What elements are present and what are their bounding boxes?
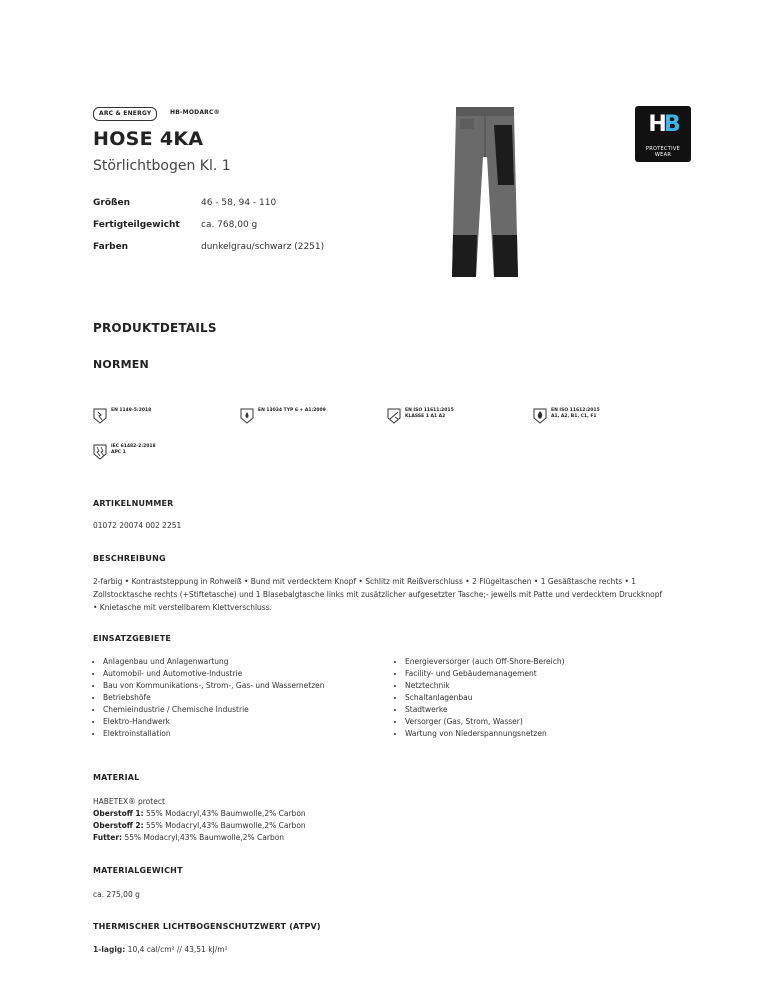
einsatzgebiete-list-right bbox=[395, 656, 675, 740]
norm-item: EN ISO 11612:2015 A1, A2, B1, C1, F1 bbox=[533, 408, 600, 424]
chemical-icon bbox=[240, 408, 254, 424]
product-title: HOSE 4KA bbox=[93, 128, 204, 150]
spec-value: 46 - 58, 94 - 110 bbox=[201, 198, 277, 208]
spec-label: Fertigteilgewicht bbox=[93, 220, 180, 230]
einsatzgebiete-list-left bbox=[93, 656, 343, 740]
list-item: • Betriebshöfe bbox=[103, 692, 343, 704]
section-heading-atpv: THERMISCHER LICHTBOGENSCHUTZWERT (ATPV) bbox=[93, 922, 321, 931]
list-item: • Energieversorger (auch Off-Shore-Bereich) bbox=[405, 656, 675, 668]
spec-label: Größen bbox=[93, 198, 130, 208]
list-item: • Facility- und Gebäudemanagement bbox=[405, 668, 675, 680]
spec-row-sizes bbox=[93, 198, 324, 220]
spec-row-colors bbox=[93, 242, 324, 264]
list-item: • Stadtwerke bbox=[405, 704, 675, 716]
section-heading-normen: NORMEN bbox=[93, 358, 149, 371]
list-item: • Versorger (Gas, Strom, Wasser) bbox=[405, 716, 675, 728]
norm-item: EN 1149-5:2018 bbox=[93, 408, 151, 424]
product-code-tag: HB-MODARC® bbox=[170, 109, 220, 116]
spec-table bbox=[93, 198, 324, 264]
material-block bbox=[93, 796, 306, 844]
norm-item: EN ISO 11611:2015 KLASSE 1 A1 A2 bbox=[387, 408, 454, 424]
section-heading-artikelnummer: ARTIKELNUMMER bbox=[93, 499, 174, 508]
spec-label: Farben bbox=[93, 242, 129, 252]
spec-value: ca. 768,00 g bbox=[201, 220, 258, 230]
norm-item: EN 13034 TYP 6 + A1:2009 bbox=[240, 408, 326, 424]
flame-icon bbox=[533, 408, 547, 424]
product-image-pants bbox=[450, 105, 520, 282]
list-item: • Automobil- und Automotive-Industrie bbox=[103, 668, 343, 680]
section-heading-material: MATERIAL bbox=[93, 773, 140, 782]
material-row: Oberstoff 2: 55% Modacryl,43% Baumwolle,2% Carbon bbox=[93, 821, 306, 830]
antistatic-icon bbox=[93, 408, 107, 424]
list-item: • Elektroinstallation bbox=[103, 728, 343, 740]
description-text: 2-farbig • Kontraststeppung in Rohweiß • Bund mit verdecktem Knopf • Schlitz mit Reißverschluss • 2 Flügeltaschen • 1 Gesäßtasche rechts • 1 Zollstocktasche rechts (+Stiftetasche) und 1 Blasebalgtasche links mit zusätzlicher aufgesetzter Tasche;- jeweils mit Patte und verdecktem Druckknopf • Knietasche mit verstellbarem Klettverschluss. bbox=[93, 577, 663, 612]
section-heading-einsatzgebiete: EINSATZGEBIETE bbox=[93, 634, 172, 643]
section-heading-beschreibung: BESCHREIBUNG bbox=[93, 554, 166, 563]
material-row: Futter: 55% Modacryl,43% Baumwolle,2% Carbon bbox=[93, 833, 285, 842]
norm-item: IEC 61482-2:2018 APC 1 bbox=[93, 444, 156, 460]
product-subtitle: Störlichtbogen Kl. 1 bbox=[93, 158, 231, 174]
list-item: • Elektro-Handwerk bbox=[103, 716, 343, 728]
atpv-value: 1-lagig: 10,4 cal/cm² // 43,51 kJ/m² bbox=[93, 945, 228, 954]
list-item: • Wartung von Niederspannungsnetzen bbox=[405, 728, 675, 740]
list-item: • Netztechnik bbox=[405, 680, 675, 692]
list-item: • Bau von Kommunikations-, Strom-, Gas- und Wassernetzen bbox=[103, 680, 343, 692]
category-tag: ARC & ENERGY bbox=[93, 107, 157, 121]
spec-value: dunkelgrau/schwarz (2251) bbox=[201, 242, 325, 252]
logo-text: PROTECTIVE WEAR bbox=[645, 146, 681, 158]
list-item: • Schaltanlagenbau bbox=[405, 692, 675, 704]
section-heading-materialgewicht: MATERIALGEWICHT bbox=[93, 866, 183, 875]
material-row: Oberstoff 1: 55% Modacryl,43% Baumwolle,2% Carbon bbox=[93, 809, 306, 818]
spec-row-weight bbox=[93, 220, 324, 242]
list-item: • Anlagenbau und Anlagenwartung bbox=[103, 656, 343, 668]
material-brand: HABETEX® protect bbox=[93, 797, 165, 806]
material-weight: ca. 275,00 g bbox=[93, 890, 140, 899]
article-number: 01072 20074 002 2251 bbox=[93, 521, 182, 530]
section-heading-produktdetails: PRODUKTDETAILS bbox=[93, 321, 217, 335]
brand-logo bbox=[635, 106, 691, 162]
arc-icon bbox=[93, 444, 107, 460]
welding-icon bbox=[387, 408, 401, 424]
logo-mark: HB bbox=[648, 112, 678, 137]
list-item: • Chemieindustrie / Chemische Industrie bbox=[103, 704, 343, 716]
